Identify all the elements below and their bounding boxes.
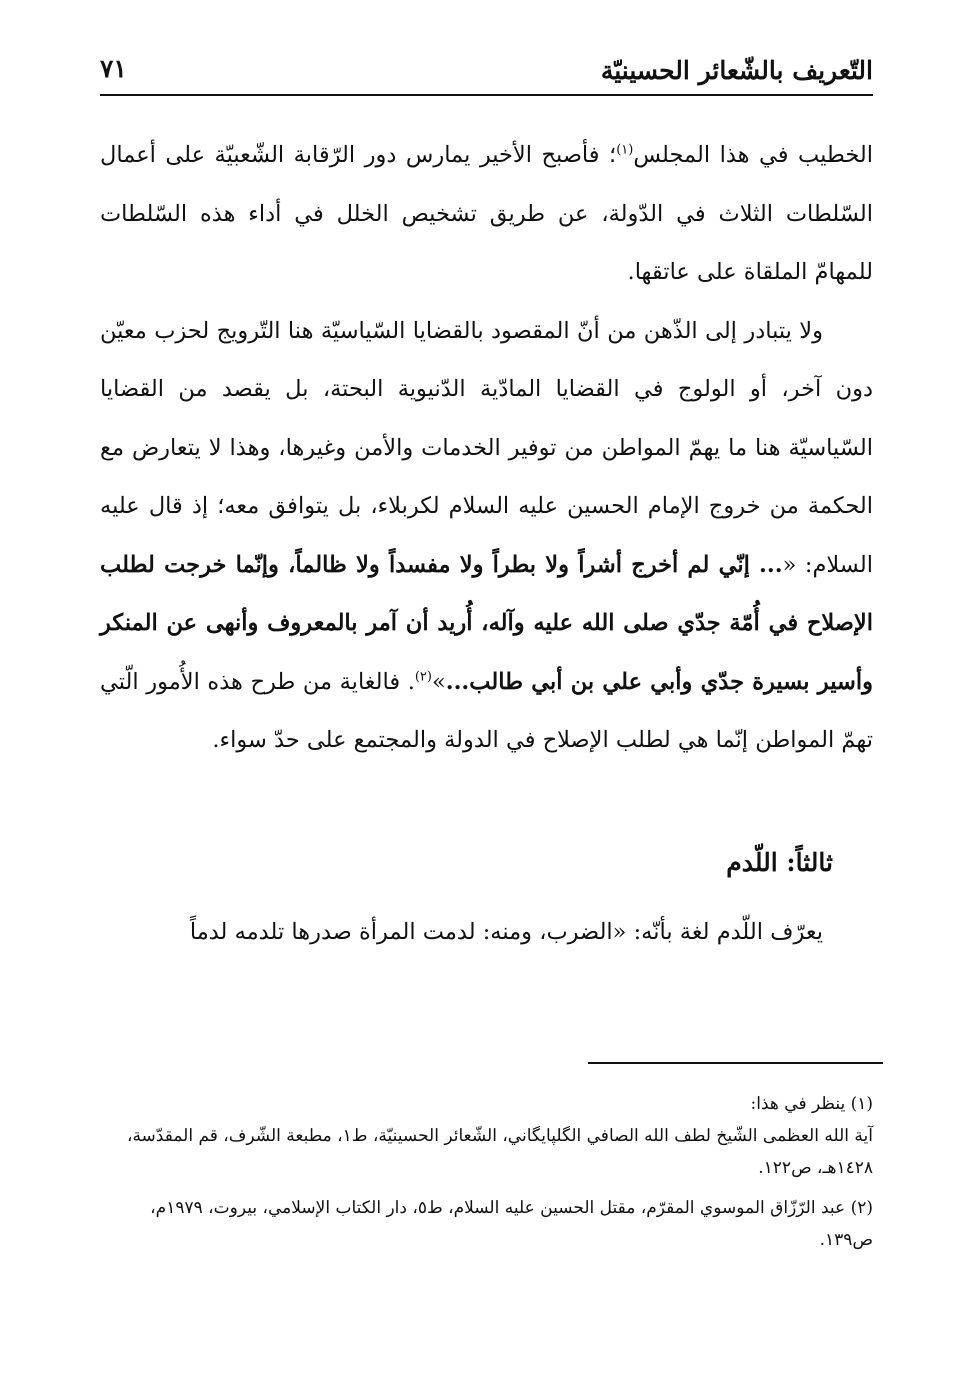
footnote-ref-1[interactable]: (١) [616,142,634,158]
running-header [100,52,873,92]
footnote-divider [588,1062,883,1064]
header-title: التّعريف بالشّعائر الحسينيّة [600,56,873,85]
paragraph-1-end: ؛ فأصبح الأخير يمارس دور الرّقابة الشّعبيّة على أعمال السّلطات الثلاث في الدّولة، عن طريق تشخيص الخلل في أداء هذه السّلطات للمهامّ الملقاة على عاتقها. [100,142,873,285]
header-divider [100,94,873,96]
main-text [100,126,873,770]
footnote-ref-2[interactable]: (٢) [414,669,432,684]
footnote-2 [100,1192,873,1256]
footnote-1 [100,1088,873,1184]
footnote-1-label: (١) ينظر في هذا: [750,1094,873,1114]
section-paragraph: يعرّف اللّدم لغة بأنّه: «الضرب، ومنه: لدمت المرأة صدرها تلدمه لدماً [189,919,823,945]
paragraph-2 [100,302,873,770]
paragraph-1-start: الخطيب في هذا المجلس [633,142,874,168]
paragraph-2-intro: ولا يتبادر إلى الذّهن من أنّ المقصود بالقضايا السّياسيّة هنا التّرويج لحزب معيّن دون آخر، أو الولوج في القضايا المادّية الدّنيوية البحتة، بل يقصد من القضايا السّياسيّة هنا ما يهمّ المواطن من توفير الخدمات والأمن وغيرها، وهذا لا يتعارض مع الحكمة من خروج الإمام الحسين عليه السلام لكربلاء، بل يتوافق معه؛ إذ قال عليه السلام: « [100,317,873,578]
page-number: ٧١ [100,54,127,83]
hadith-quote: ... إنّي لم أخرج أشراً ولا بطراً ولا مفسداً ولا ظالماً، وإنّما خرجت لطلب الإصلاح في أُمّة جدّي صلى الله عليه وآله، أُريد أن آمر بالمعروف وأنهى عن المنكر وأسير بسيرة جدّي وأبي علي بن أبي طالب... [100,551,873,695]
footnotes [100,1088,873,1264]
quote-close: » [431,668,446,695]
footnote-2-label: (٢) [850,1198,873,1218]
paragraph-2-outro: . فالغاية من طرح هذه الأُمور الّتي تهمّ المواطن إنّما هي لطلب الإصلاح في الدولة والمجتمع على حدّ سواء. [100,668,873,753]
footnote-2-text: عبد الرّزّاق الموسوي المقرّم، مقتل الحسين عليه السلام، ط٥، دار الكتاب الإسلامي، بيروت، ١٩٧٩م، ص١٣٩. [150,1198,873,1250]
paragraph-1 [100,126,873,302]
section-heading: ثالثاً: اللّدم [726,848,833,877]
footnote-1-text: آية الله العظمى الشّيخ لطف الله الصافي الگلپايگاني، الشّعائر الحسينيّة، ط١، مطبعة الشّرف، قم المقدّسة، ١٤٢٨هـ، ص١٢٢. [126,1126,873,1178]
